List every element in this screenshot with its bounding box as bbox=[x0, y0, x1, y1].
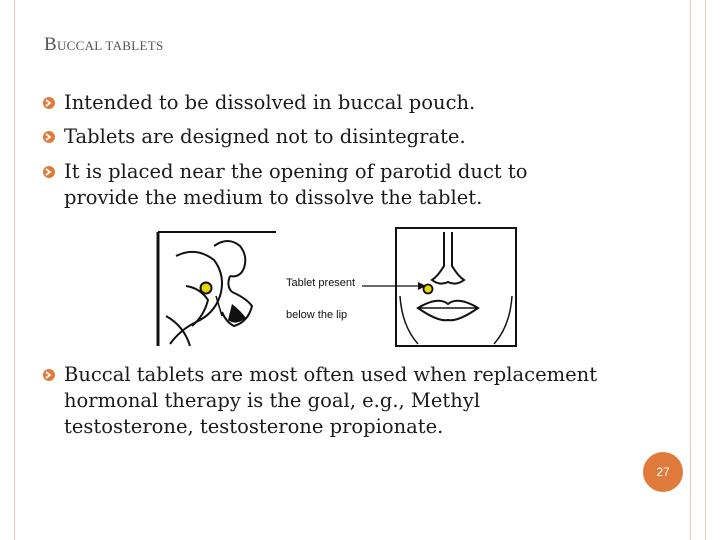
figure-label-line2: below the lip bbox=[286, 309, 348, 321]
side-view-illustration bbox=[158, 232, 276, 346]
bullet-item-1 bbox=[48, 90, 608, 116]
bullet-text: Tablets are designed not to disintegrate. bbox=[64, 125, 466, 148]
right-rail-line bbox=[690, 0, 691, 540]
bullet-marker-icon bbox=[42, 362, 56, 388]
bullet-marker-icon bbox=[42, 90, 56, 116]
bullet-item-4 bbox=[48, 362, 608, 440]
bullet-text: Intended to be dissolved in buccal pouch. bbox=[64, 91, 476, 114]
slide-title-initial: B bbox=[44, 34, 57, 55]
bullet-item-3 bbox=[48, 159, 608, 211]
front-view-illustration bbox=[396, 228, 516, 346]
bullet-marker-icon bbox=[42, 159, 56, 185]
slide-title-rest: UCCAL TABLETS bbox=[56, 38, 164, 53]
figure-label-line1: Tablet present bbox=[286, 277, 356, 289]
slide-title bbox=[44, 34, 164, 56]
buccal-tablet-figure bbox=[156, 226, 520, 350]
bullet-text: It is placed near the opening of parotid duct to provide the medium to dissolve the tablet. bbox=[64, 160, 528, 209]
bullet-text: Buccal tablets are most often used when replacement hormonal therapy is the goal, e.g., Methyl testosterone, testosterone propionate. bbox=[64, 363, 598, 438]
right-rail-line-outer bbox=[705, 0, 706, 540]
bullet-marker-icon bbox=[42, 124, 56, 150]
page-number-badge: 27 bbox=[643, 452, 683, 492]
bullet-item-2 bbox=[48, 124, 608, 150]
left-rail-line bbox=[14, 0, 15, 540]
arrow-icon bbox=[362, 282, 426, 290]
